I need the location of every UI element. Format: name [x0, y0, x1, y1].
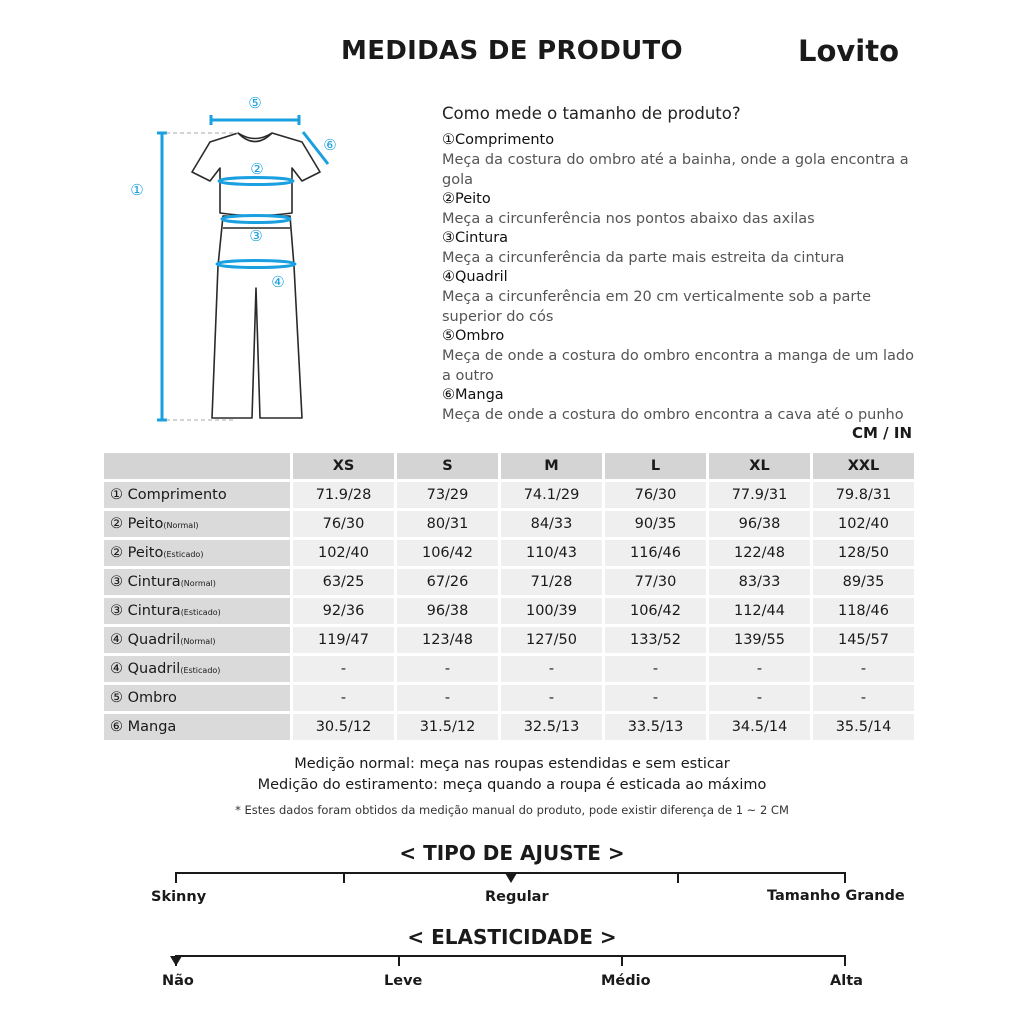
note-stretch: Medição do estiramento: meça quando a roupa é esticada ao máximo — [257, 777, 767, 793]
table-cell: - — [605, 656, 706, 682]
table-cell: - — [293, 685, 394, 711]
fit-tick — [343, 872, 345, 883]
table-row — [104, 627, 914, 653]
waist-line — [222, 216, 290, 223]
table-cell: 106/42 — [605, 598, 706, 624]
marker-shoulder: ⑤ — [248, 94, 262, 112]
elasticity-label-high: Alta — [830, 973, 863, 989]
table-cell: 84/33 — [501, 511, 602, 537]
size-header: XL — [709, 453, 810, 479]
table-header-row — [104, 453, 914, 479]
row-label — [104, 627, 290, 653]
table-cell: 33.5/13 — [605, 714, 706, 740]
elasticity-tick — [398, 955, 400, 966]
table-cell: 76/30 — [293, 511, 394, 537]
table-row — [104, 685, 914, 711]
row-label-text: ③ Cintura — [110, 574, 181, 590]
size-header: L — [605, 453, 706, 479]
garment-diagram — [120, 88, 350, 433]
table-row — [104, 598, 914, 624]
row-label-qualifier: (Normal) — [163, 521, 199, 530]
marker-chest: ② — [250, 160, 264, 178]
table-cell: 123/48 — [397, 627, 498, 653]
measure-lines — [157, 115, 328, 420]
table-cell: 35.5/14 — [813, 714, 914, 740]
marker-hip: ④ — [271, 273, 285, 291]
size-header: XS — [293, 453, 394, 479]
fit-tick — [175, 872, 177, 883]
row-label-qualifier: (Normal) — [180, 637, 216, 646]
table-cell: 77.9/31 — [709, 482, 810, 508]
row-label — [104, 511, 290, 537]
fit-tick — [844, 872, 846, 883]
row-label-text: ⑤ Ombro — [110, 690, 177, 706]
def-length: ①Comprimento Meça da costura do ombro até a bainha, onde a gola encontra a gola — [442, 132, 909, 188]
page-title: MEDIDAS DE PRODUTO — [341, 36, 683, 66]
table-cell: 119/47 — [293, 627, 394, 653]
elasticity-tick — [844, 955, 846, 966]
row-label-text: ④ Quadril — [110, 632, 181, 648]
row-label — [104, 540, 290, 566]
table-cell: 77/30 — [605, 569, 706, 595]
table-cell: - — [709, 685, 810, 711]
table-cell: 79.8/31 — [813, 482, 914, 508]
row-label-qualifier: (Esticado) — [163, 550, 204, 559]
elasticity-marker-icon — [170, 956, 182, 966]
size-table — [101, 450, 917, 743]
row-label-text: ① Comprimento — [110, 487, 227, 503]
table-cell: 100/39 — [501, 598, 602, 624]
row-label-text: ③ Cintura — [110, 603, 181, 619]
table-cell: - — [813, 685, 914, 711]
table-cell: 83/33 — [709, 569, 810, 595]
howto-heading: Como mede o tamanho de produto? — [442, 104, 741, 123]
table-cell: 71/28 — [501, 569, 602, 595]
table-row — [104, 714, 914, 740]
table-cell: 118/46 — [813, 598, 914, 624]
table-cell: - — [293, 656, 394, 682]
chest-line — [219, 178, 293, 185]
table-cell: - — [813, 656, 914, 682]
table-cell: 31.5/12 — [397, 714, 498, 740]
row-label-qualifier: (Normal) — [180, 579, 216, 588]
elasticity-scale-line — [176, 955, 845, 957]
table-cell: 112/44 — [709, 598, 810, 624]
table-cell: 67/26 — [397, 569, 498, 595]
table-row — [104, 511, 914, 537]
note-disclaimer: * Estes dados foram obtidos da medição manual do produto, pode existir diferença de 1 ~ 2 CM — [235, 803, 789, 817]
table-cell: 106/42 — [397, 540, 498, 566]
elasticity-label-medium: Médio — [601, 973, 651, 989]
row-label-text: ⑥ Manga — [110, 719, 177, 735]
table-cell: 116/46 — [605, 540, 706, 566]
row-label-text: ④ Quadril — [110, 661, 181, 677]
table-cell: 80/31 — [397, 511, 498, 537]
size-header: S — [397, 453, 498, 479]
table-cell: 96/38 — [709, 511, 810, 537]
size-header: XXL — [813, 453, 914, 479]
fit-label-large: Tamanho Grande — [767, 888, 905, 904]
table-cell: 63/25 — [293, 569, 394, 595]
fit-marker-icon — [505, 873, 517, 883]
marker-sleeve: ⑥ — [323, 136, 337, 154]
row-label — [104, 714, 290, 740]
row-label-qualifier: (Esticado) — [180, 608, 221, 617]
table-cell: - — [501, 685, 602, 711]
fit-label-regular: Regular — [485, 889, 549, 905]
row-label — [104, 656, 290, 682]
elasticity-label-light: Leve — [384, 973, 423, 989]
def-waist: ③Cintura Meça a circunferência da parte mais estreita da cintura — [442, 230, 845, 266]
table-cell: 127/50 — [501, 627, 602, 653]
table-cell: 89/35 — [813, 569, 914, 595]
row-label-text: ② Peito — [110, 516, 164, 532]
row-label — [104, 482, 290, 508]
size-header: M — [501, 453, 602, 479]
table-cell: 90/35 — [605, 511, 706, 537]
table-row — [104, 569, 914, 595]
def-shoulder: ⑤Ombro Meça de onde a costura do ombro encontra a manga de um lado a outro — [442, 328, 914, 384]
table-cell: 110/43 — [501, 540, 602, 566]
fit-title: < TIPO DE AJUSTE > — [399, 841, 625, 865]
row-label-text: ② Peito — [110, 545, 164, 561]
elasticity-label-none: Não — [162, 973, 194, 989]
table-cell: - — [605, 685, 706, 711]
table-cell: 76/30 — [605, 482, 706, 508]
table-cell: 32.5/13 — [501, 714, 602, 740]
def-hip: ④Quadril Meça a circunferência em 20 cm verticalmente sob a parte superior do cós — [442, 269, 871, 325]
unit-label: CM / IN — [852, 424, 912, 442]
table-cell: 73/29 — [397, 482, 498, 508]
row-label — [104, 685, 290, 711]
table-cell: 71.9/28 — [293, 482, 394, 508]
hip-line — [217, 261, 295, 268]
fit-label-skinny: Skinny — [151, 889, 207, 905]
table-row — [104, 540, 914, 566]
table-cell: 145/57 — [813, 627, 914, 653]
row-label-qualifier: (Esticado) — [180, 666, 221, 675]
brand-logo: Lovito — [798, 34, 900, 68]
table-cell: - — [397, 656, 498, 682]
table-cell: 34.5/14 — [709, 714, 810, 740]
marker-length: ① — [130, 181, 144, 199]
table-cell: 102/40 — [813, 511, 914, 537]
table-cell: 74.1/29 — [501, 482, 602, 508]
def-chest: ②Peito Meça a circunferência nos pontos abaixo das axilas — [442, 191, 815, 227]
fit-tick — [677, 872, 679, 883]
table-cell: 92/36 — [293, 598, 394, 624]
table-cell: - — [709, 656, 810, 682]
table-cell: 122/48 — [709, 540, 810, 566]
guide-lines — [166, 133, 238, 420]
table-cell: 139/55 — [709, 627, 810, 653]
table-row — [104, 656, 914, 682]
measurement-definitions — [442, 131, 922, 425]
table-cell: 96/38 — [397, 598, 498, 624]
table-cell: - — [397, 685, 498, 711]
def-sleeve: ⑥Manga Meça de onde a costura do ombro encontra a cava até o punho — [442, 387, 904, 423]
table-cell: 30.5/12 — [293, 714, 394, 740]
table-cell: - — [501, 656, 602, 682]
marker-waist: ③ — [249, 227, 263, 245]
table-cell: 133/52 — [605, 627, 706, 653]
note-normal: Medição normal: meça nas roupas estendidas e sem esticar — [294, 756, 730, 772]
elasticity-title: < ELASTICIDADE > — [407, 925, 617, 949]
table-cell: 128/50 — [813, 540, 914, 566]
table-cell: 102/40 — [293, 540, 394, 566]
table-corner — [104, 453, 290, 479]
row-label — [104, 598, 290, 624]
table-row — [104, 482, 914, 508]
elasticity-tick — [621, 955, 623, 966]
row-label — [104, 569, 290, 595]
